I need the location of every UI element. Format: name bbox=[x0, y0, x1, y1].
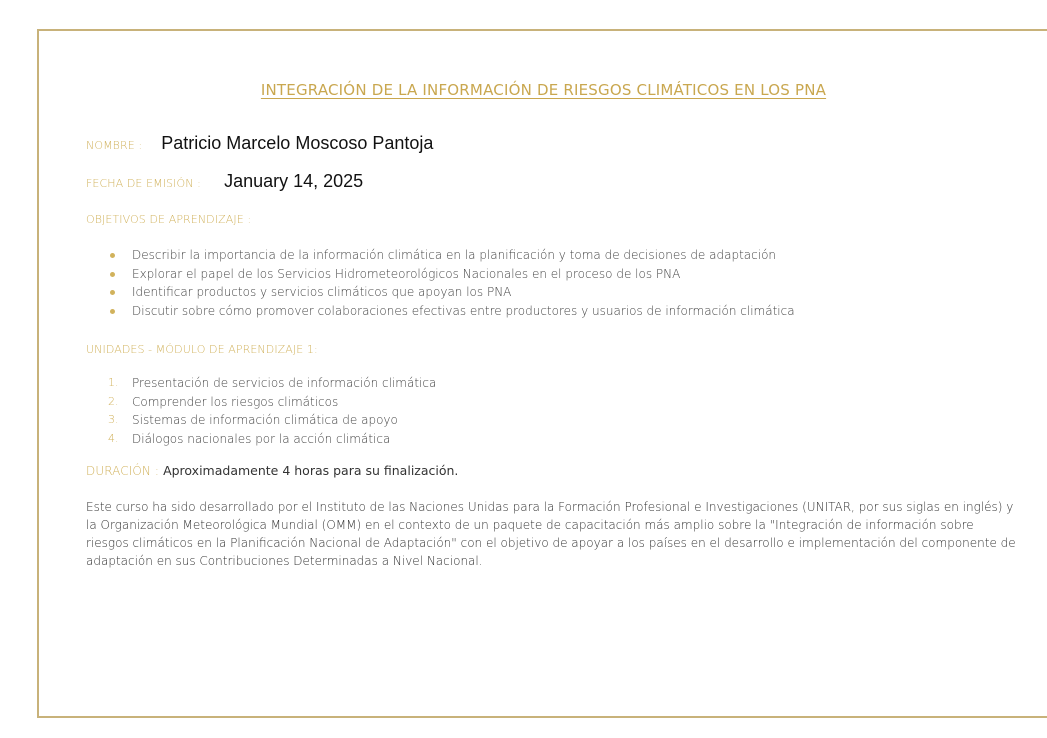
unit-number: 1. bbox=[108, 376, 119, 389]
course-description: Este curso ha sido desarrollado por el Instituto de las Naciones Unidas para la Formación Profesional e Investigaciones (UNITAR, por sus siglas en inglés) y la Organización Meteorológica Mundial (OMM) en el contexto de un paquete de capacitación más amplio sobre la "Integración de información sobre riesgos climáticos en la Planificación Nacional de Adaptación" con el objetivo de apoyar a los países en el desarrollo e implementación del componente de adaptación en sus Contribuciones Determinadas a Nivel Nacional. bbox=[86, 500, 1016, 568]
date-row bbox=[86, 171, 363, 192]
duration-row bbox=[86, 463, 458, 478]
recipient-name: Patricio Marcelo Moscoso Pantoja bbox=[161, 133, 434, 153]
unit-number: 4. bbox=[108, 431, 119, 445]
units-heading bbox=[86, 338, 318, 357]
list-item: Describir la importancia de la información climática en la planificación y toma de decisiones de adaptación bbox=[104, 246, 795, 265]
list-item bbox=[104, 374, 436, 393]
objectives-heading bbox=[86, 208, 251, 227]
list-item: Discutir sobre cómo promover colaboraciones efectivas entre productores y usuarios de información climática bbox=[104, 302, 795, 321]
certificate-title: INTEGRACIÓN DE LA INFORMACIÓN DE RIESGOS CLIMÁTICOS EN LOS PNA bbox=[260, 81, 827, 99]
name-label: NOMBRE : bbox=[86, 139, 143, 152]
list-item: Identificar productos y servicios climáticos que apoyan los PNA bbox=[104, 283, 795, 302]
list-item bbox=[104, 430, 436, 449]
unit-number: 3. bbox=[108, 413, 119, 426]
name-row bbox=[86, 133, 433, 154]
duration-label: DURACIÓN : bbox=[86, 464, 160, 478]
list-item: Explorar el papel de los Servicios Hidrometeorológicos Nacionales en el proceso de los PNA bbox=[104, 265, 795, 284]
units-list bbox=[104, 374, 436, 448]
units-label: UNIDADES - MÓDULO DE APRENDIZAJE 1: bbox=[86, 343, 318, 356]
objectives-list bbox=[104, 246, 795, 320]
unit-text: Diálogos nacionales por la acción climática bbox=[132, 431, 391, 446]
list-item bbox=[104, 411, 436, 430]
duration-value: Aproximadamente 4 horas para su finalización. bbox=[163, 463, 459, 478]
unit-text: Sistemas de información climática de apoyo bbox=[132, 413, 398, 427]
unit-text: Presentación de servicios de información climática bbox=[132, 376, 437, 390]
unit-number: 2. bbox=[108, 394, 119, 408]
objectives-label: OBJETIVOS DE APRENDIZAJE : bbox=[86, 213, 252, 226]
list-item bbox=[104, 393, 436, 412]
issue-date: January 14, 2025 bbox=[224, 171, 364, 191]
issue-date-label: FECHA DE EMISIÓN : bbox=[86, 177, 201, 190]
unit-text: Comprender los riesgos climáticos bbox=[132, 394, 339, 409]
